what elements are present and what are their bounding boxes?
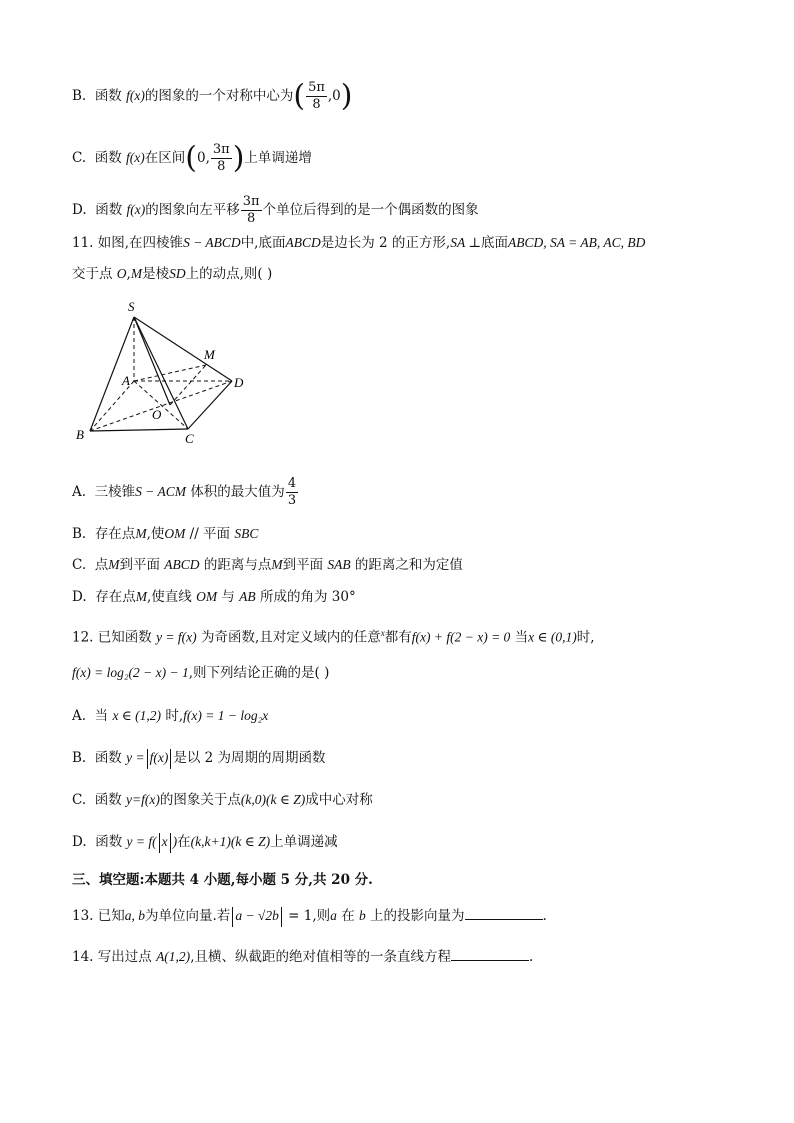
q10-option-b: B. 函数 f(x)的图象的一个对称中心为( $\frac{5\pi}{8}$ ,0) xyxy=(72,78,353,114)
q11-option-b: B. 存在点M,使OM // 平面 SBC xyxy=(72,526,259,542)
fraction: $\frac{4}{3}$ xyxy=(287,476,297,508)
label-b: B xyxy=(76,427,84,442)
q12-option-b: B. 函数 y = f(x) 是以 2 为周期的周期函数 xyxy=(72,748,326,769)
edge-so xyxy=(134,317,170,405)
label-o: O xyxy=(152,407,162,422)
answer-blank[interactable] xyxy=(451,946,529,961)
fraction: $\frac{3\pi}{8}$ xyxy=(242,194,260,226)
label-m: M xyxy=(204,347,215,362)
q11-option-a: A. 三棱锥S − ACM 体积的最大值为 $\frac{4}{3}$ xyxy=(72,476,297,508)
q11-stem-line1: 11. 如图,在四棱锥S − ABCD中,底面ABCD是边长为 2 的正方形,SA ⊥底面ABCD, SA = AB, AC, BD xyxy=(72,235,646,251)
q13-question: 13. 已知a, b为单位向量.若 a − √2b = 1,则a 在 b 上的投影向量为 . xyxy=(72,905,547,927)
q11-option-c: C. 点M到平面 ABCD 的距离与点M到平面 SAB 的距离之和为定值 xyxy=(72,557,463,573)
answer-blank[interactable] xyxy=(465,905,543,920)
segment-am xyxy=(134,365,206,381)
edge-sd xyxy=(134,317,232,381)
segment-om xyxy=(170,365,206,405)
q12-stem-line2: f(x) = log₂(2 − x) − 1,则下列结论正确的是( ) xyxy=(72,665,330,681)
pyramid-figure xyxy=(70,295,260,445)
label-c: C xyxy=(185,431,194,445)
q14-question: 14. 写出过点 A(1,2),且横、纵截距的绝对值相等的一条直线方程 . xyxy=(72,946,533,967)
q12-stem-line1: 12. 已知函数 y = f(x) 为奇函数,且对定义域内的任意$^x$都有f(x) + f(2 − x) = 0 当x ∈ (0,1)时, xyxy=(72,628,595,646)
fraction: $\frac{5\pi}{8}$ xyxy=(308,80,325,112)
q12-option-c: C. 函数 y=f(x)的图象关于点(k,0)(k ∈ Z)成中心对称 xyxy=(72,792,373,808)
edge-cd xyxy=(188,381,232,429)
q12-option-d: D. 函数 y = f( x )在(k,k+1)(k ∈ Z)上单调递减 xyxy=(72,832,338,853)
fraction: $\frac{3\pi}{8}$ xyxy=(212,142,230,174)
q12-option-a: A. 当 x ∈ (1,2) 时,f(x) = 1 − log₂x xyxy=(72,708,269,724)
q10-option-c: C. 函数 f(x)在区间(0, $\frac{3\pi}{8}$ )上单调递增 xyxy=(72,140,312,176)
q11-option-d: D. 存在点M,使直线 OM 与 AB 所成的角为 30° xyxy=(72,589,356,605)
edge-bc xyxy=(90,429,188,431)
diag-bd xyxy=(90,381,232,431)
section-heading: 三、填空题:本题共 4 小题,每小题 5 分,共 20 分. xyxy=(72,872,373,888)
label-d: D xyxy=(234,375,244,390)
q10-option-d: D. 函数 f(x)的图象向左平移 $\frac{3\pi}{8}$ 个单位后得到的是一个偶函数的图象 xyxy=(72,194,479,226)
q11-stem-line2: 交于点 O,M是棱SD上的动点,则( ) xyxy=(72,266,273,282)
label-a: A xyxy=(122,373,130,388)
label-s: S xyxy=(128,299,135,314)
